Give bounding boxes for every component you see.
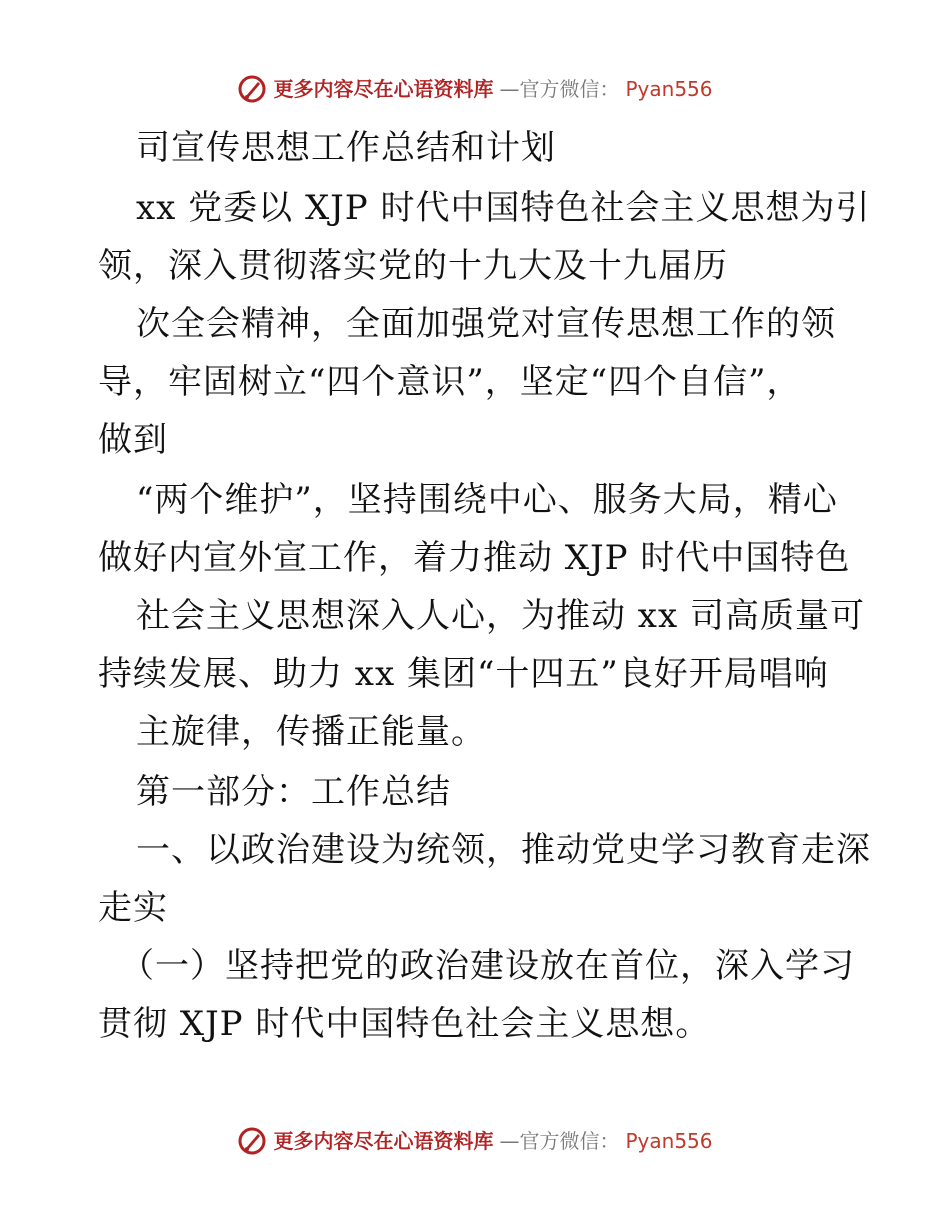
watermark-wechat-label: —官方微信： bbox=[499, 1129, 620, 1153]
doc-line: 社会主义思想深入人心，为推动 xx 司高质量可 bbox=[136, 596, 865, 636]
doc-line: 次全会精神，全面加强党对宣传思想工作的领 bbox=[136, 304, 836, 344]
footer-watermark bbox=[0, 1126, 950, 1156]
doc-line: 做到 bbox=[98, 420, 168, 460]
quill-logo-icon bbox=[237, 1126, 267, 1156]
doc-line: 持续发展、助力 xx 集团“十四五”良好开局唱响 bbox=[98, 654, 829, 694]
doc-line: 走实 bbox=[98, 888, 168, 928]
doc-line: 领，深入贯彻落实党的十九大及十九届历 bbox=[98, 246, 728, 286]
doc-line: 导，牢固树立“四个意识”，坚定“四个自信”， bbox=[98, 362, 802, 402]
doc-heading-section-one: 一、以政治建设为统领，推动党史学习教育走深 bbox=[136, 830, 871, 870]
watermark-site-text: 更多内容尽在心语资料库 bbox=[273, 77, 494, 101]
watermark-wechat-id: Pyan556 bbox=[625, 77, 713, 101]
watermark-wechat-label: —官方微信： bbox=[499, 77, 620, 101]
doc-subheading-one: （一）坚持把党的政治建设放在首位，深入学习 bbox=[120, 946, 855, 986]
doc-line: 贯彻 XJP 时代中国特色社会主义思想。 bbox=[98, 1004, 711, 1044]
watermark-site-text: 更多内容尽在心语资料库 bbox=[273, 1129, 494, 1153]
doc-line-title: 司宣传思想工作总结和计划 bbox=[136, 128, 556, 168]
doc-line: “两个维护”，坚持围绕中心、服务大局，精心 bbox=[136, 480, 838, 520]
doc-heading-part-one: 第一部分：工作总结 bbox=[136, 772, 451, 812]
doc-line: 主旋律，传播正能量。 bbox=[136, 712, 486, 752]
doc-line: 做好内宣外宣工作，着力推动 XJP 时代中国特色 bbox=[98, 538, 851, 578]
doc-line: xx 党委以 XJP 时代中国特色社会主义思想为引 bbox=[136, 188, 871, 228]
watermark-wechat-id: Pyan556 bbox=[625, 1129, 713, 1153]
